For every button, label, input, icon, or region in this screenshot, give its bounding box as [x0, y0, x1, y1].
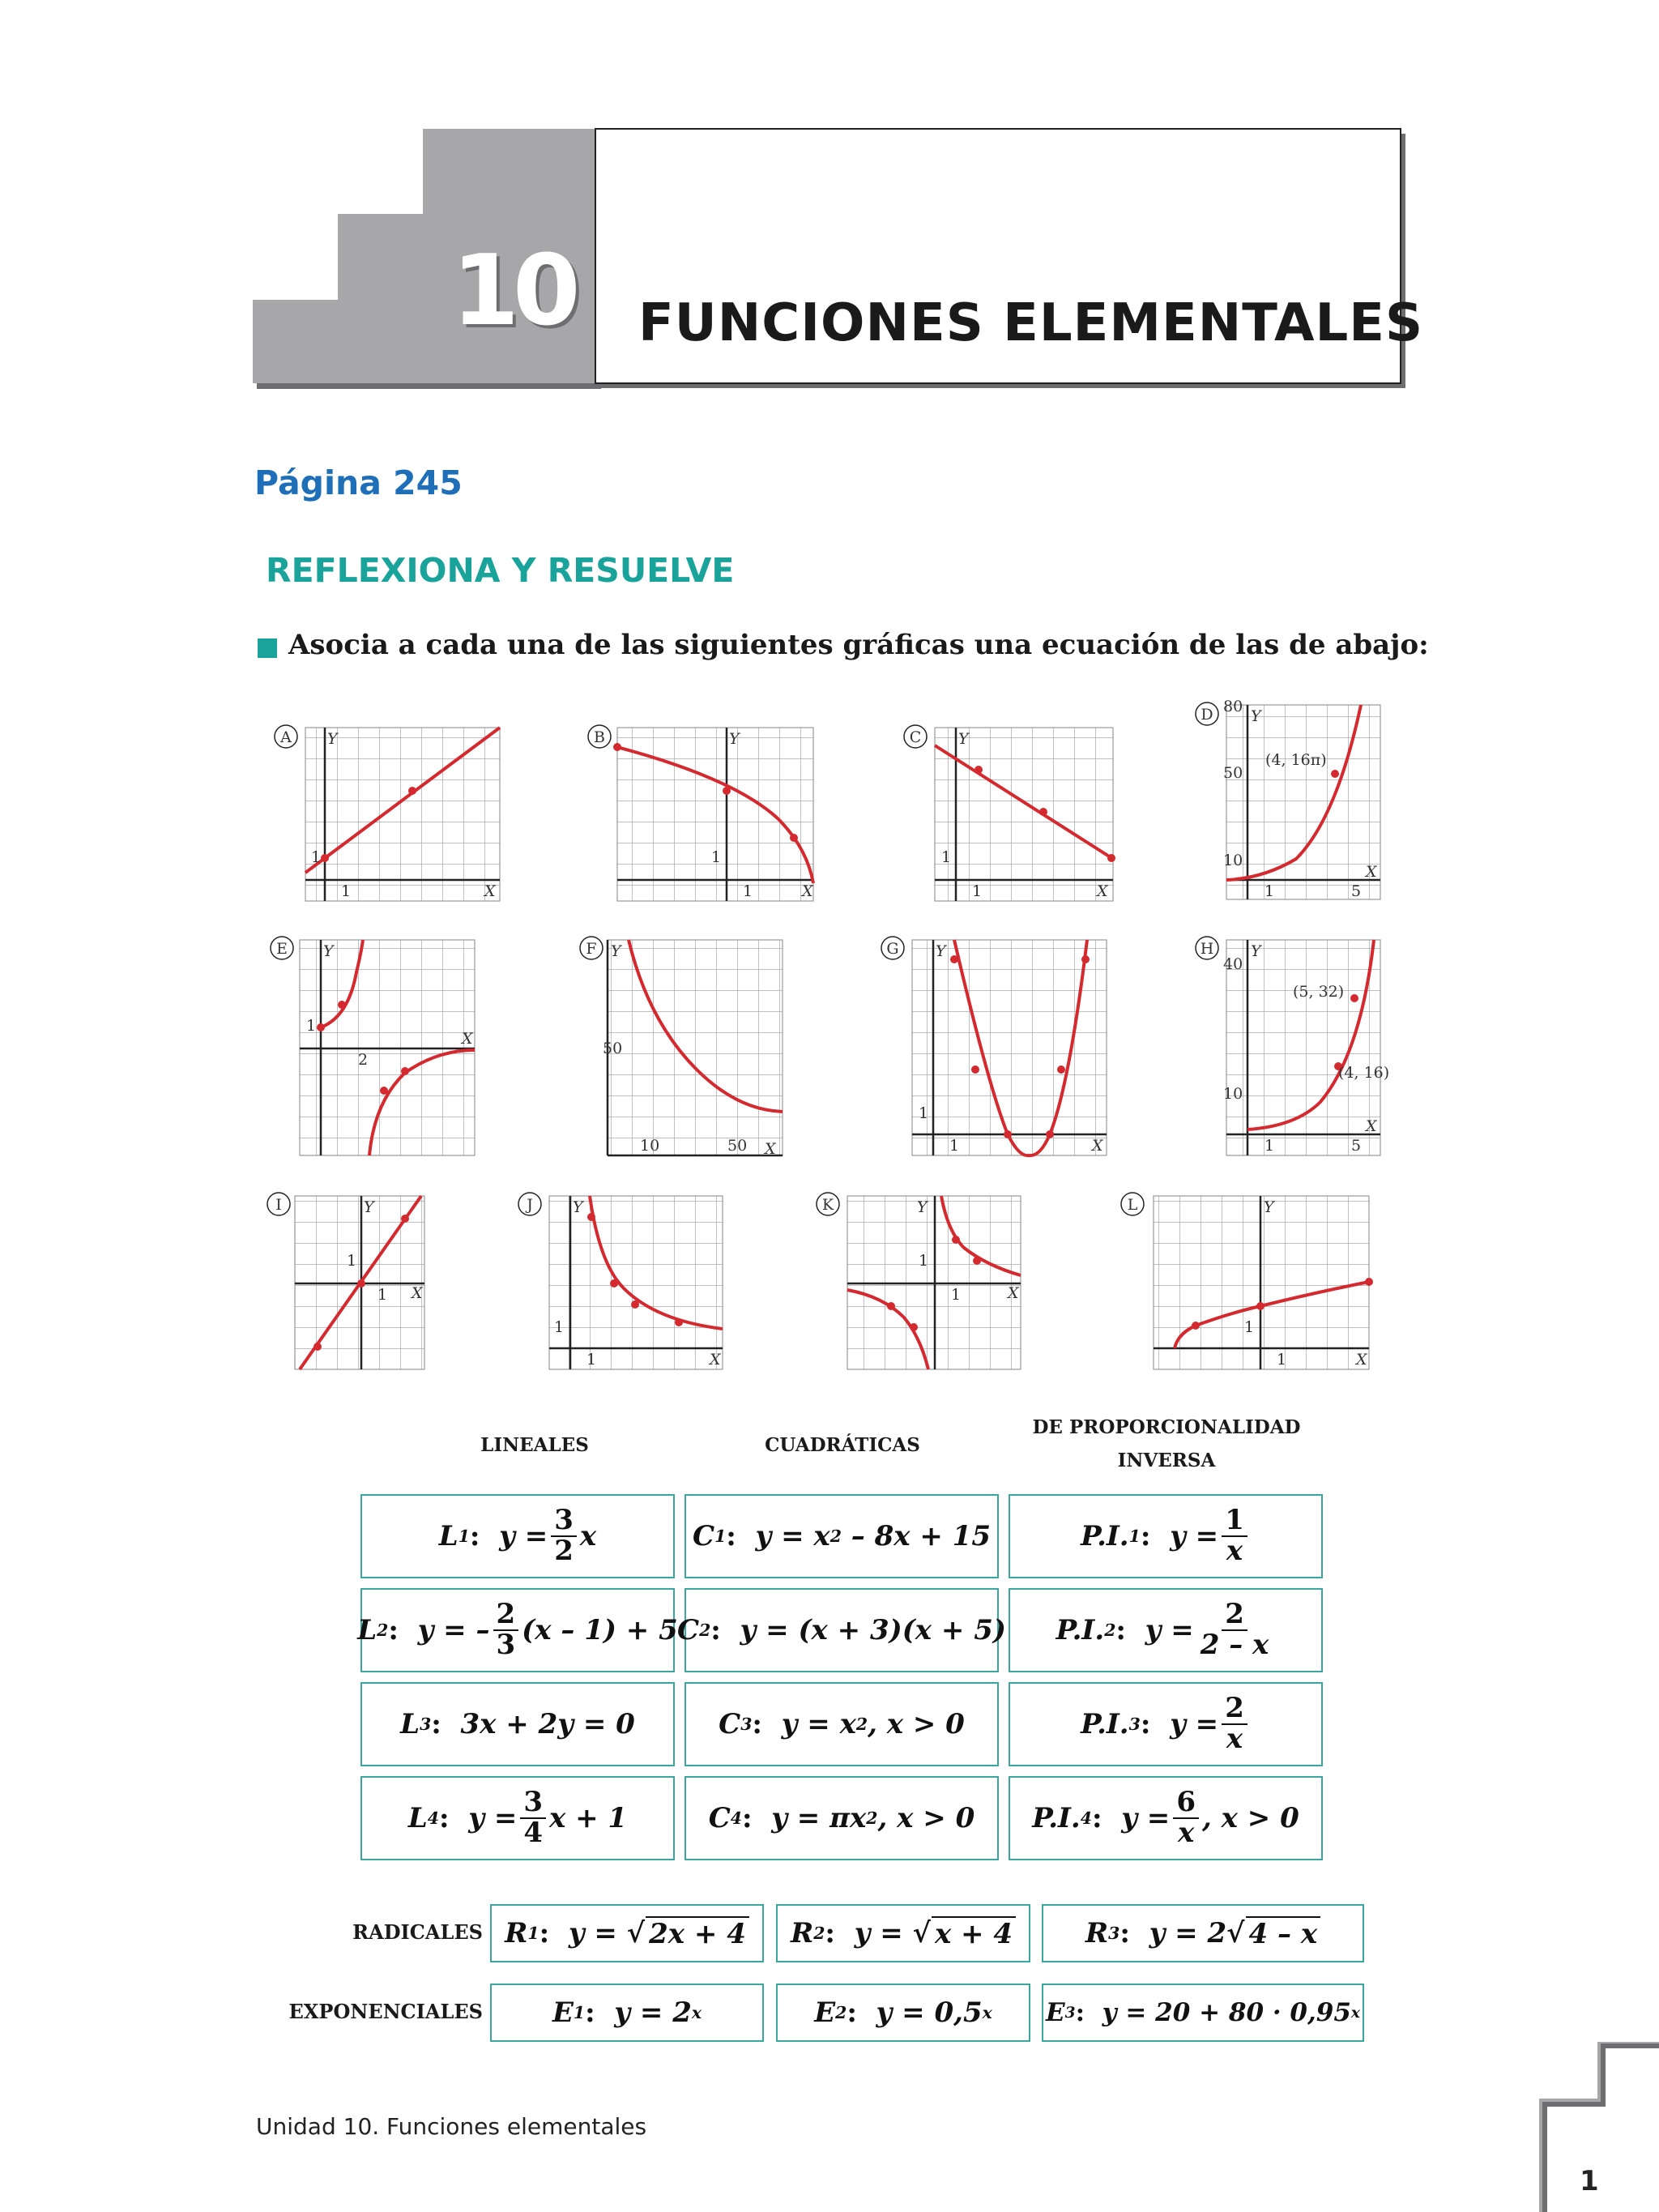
graph-h-y-label: Y — [1251, 942, 1261, 960]
graph-d — [1196, 698, 1380, 900]
graph-i-tick-y: 1 — [347, 1252, 357, 1270]
page-reference: Página 245 — [254, 463, 463, 502]
page-number: 1 — [1580, 2165, 1599, 2197]
graph-c-y-label: Y — [958, 730, 969, 748]
graph-b-tick-y: 1 — [711, 848, 722, 866]
instruction-text: Asocia a cada una de las siguientes gráficas una ecuación de las de abajo: — [288, 629, 1429, 661]
graph-e-tick-x: 2 — [358, 1051, 369, 1069]
header-proporcionalidad — [1013, 1416, 1320, 1471]
chapter-number: 10 — [451, 235, 574, 348]
graph-k-tick-x: 1 — [951, 1286, 962, 1304]
graph-d-tick-x5: 5 — [1351, 882, 1362, 900]
equation-e3: E 3 : y = 20 + 80 · 0,95 x — [1042, 1984, 1364, 2042]
graph-b-tick-x: 1 — [743, 882, 753, 900]
graph-b-letter: B — [594, 728, 605, 746]
graph-d-y-label: Y — [1251, 707, 1261, 725]
graph-k-x-label: X — [1008, 1284, 1019, 1302]
graph-d-tick-x1: 1 — [1265, 882, 1275, 900]
graph-e — [271, 937, 475, 1155]
graph-l-x-label: X — [1356, 1351, 1367, 1369]
graph-h-tick-10: 10 — [1223, 1085, 1243, 1103]
equation-pi3: P.I. 3 : y = $\frac{2}{x}$ — [1009, 1682, 1323, 1766]
graph-j-tick-x: 1 — [586, 1351, 597, 1369]
graph-j-y-label: Y — [573, 1198, 583, 1216]
graph-f — [580, 937, 783, 1158]
graph-i-y-label: Y — [364, 1198, 374, 1216]
graph-d-tick-10: 10 — [1223, 852, 1243, 869]
graph-e-letter: E — [276, 940, 288, 958]
graph-d-letter: D — [1201, 706, 1213, 724]
graph-l-letter: L — [1127, 1196, 1138, 1214]
chapter-title: FUNCIONES ELEMENTALES — [638, 293, 1424, 353]
graph-b-y-label: Y — [729, 730, 740, 748]
row-label-radicales: RADICALES — [352, 1920, 483, 1944]
graph-d-tick-80: 80 — [1223, 698, 1243, 715]
graph-a-tick-x: 1 — [341, 882, 352, 900]
graph-d-point-label: (4, 16π) — [1265, 751, 1327, 769]
graph-f-tick-y: 50 — [603, 1040, 623, 1057]
graph-d-x-label: X — [1366, 863, 1377, 881]
equation-r1: R 1 : y = √ 2x + 4 — [490, 1904, 764, 1962]
graph-h — [1196, 937, 1389, 1155]
graph-a-tick-y: 1 — [311, 848, 322, 866]
equation-l3: L 3 : 3x + 2y = 0 — [360, 1682, 675, 1766]
graph-e-y-label: Y — [323, 942, 334, 960]
graph-f-tick-10: 10 — [640, 1137, 660, 1155]
graph-l — [1121, 1193, 1373, 1369]
graph-f-x-label: X — [765, 1140, 776, 1158]
header-proporcionalidad-line2: INVERSA — [1117, 1450, 1216, 1471]
footer-unit: Unidad 10. Funciones elementales — [256, 2113, 647, 2140]
graph-c-tick-x: 1 — [972, 882, 983, 900]
graph-d-tick-50: 50 — [1223, 764, 1243, 782]
graph-k-tick-y: 1 — [919, 1252, 929, 1270]
graph-i — [267, 1193, 424, 1369]
equation-c4: C 4 : y = πx 2 , x > 0 — [684, 1776, 999, 1860]
graph-j-x-label: X — [710, 1351, 721, 1369]
graph-h-tick-x1: 1 — [1265, 1137, 1275, 1155]
equation-r3: R 3 : y = 2 √ 4 – x — [1042, 1904, 1364, 1962]
header-proporcionalidad-line1: DE PROPORCIONALIDAD — [1032, 1416, 1301, 1438]
graph-g-x-label: X — [1092, 1137, 1103, 1155]
graph-c-letter: C — [909, 728, 922, 746]
graph-j — [518, 1193, 723, 1369]
graph-k-y-label: Y — [917, 1198, 928, 1216]
graph-i-letter: I — [275, 1196, 282, 1214]
graph-i-x-label: X — [412, 1284, 423, 1302]
graph-a-letter: A — [280, 728, 292, 746]
graph-e-tick-y: 1 — [306, 1017, 317, 1035]
graph-e-x-label: X — [462, 1030, 473, 1048]
graph-f-y-label: Y — [611, 942, 621, 960]
graph-g-tick-x: 1 — [949, 1137, 960, 1155]
equation-e1: E 1 : y = 2 x — [490, 1984, 764, 2042]
equation-c2: C 2 : y = (x + 3)(x + 5) — [684, 1588, 999, 1672]
graph-g-tick-y: 1 — [919, 1104, 929, 1122]
graph-f-tick-50: 50 — [727, 1137, 748, 1155]
graph-h-letter: H — [1200, 940, 1214, 958]
graph-a — [275, 725, 500, 901]
header-cuadraticas: CUADRÁTICAS — [765, 1434, 920, 1456]
graph-c-tick-y: 1 — [941, 848, 952, 866]
equation-pi1: P.I. 1 : y = $\frac{1}{x}$ — [1009, 1494, 1323, 1578]
graph-c — [904, 725, 1115, 901]
graph-b — [588, 725, 814, 901]
graph-h-tick-x5: 5 — [1351, 1137, 1362, 1155]
graph-i-tick-x: 1 — [377, 1286, 388, 1304]
row-label-exponenciales: EXPONENCIALES — [288, 2000, 483, 2023]
graph-g-y-label: Y — [936, 942, 946, 960]
graph-h-point2-label: (4, 16) — [1338, 1064, 1390, 1082]
header-lineales: LINEALES — [480, 1434, 589, 1456]
graph-h-x-label: X — [1366, 1117, 1377, 1135]
equation-l4: L 4 : y = $\frac{3}{4}$ x + 1 — [360, 1776, 675, 1860]
graph-a-y-label: Y — [327, 730, 338, 748]
equation-l1: L 1 : y = $\frac{3}{2}$ x — [360, 1494, 675, 1578]
graph-f-letter: F — [586, 940, 597, 958]
equation-r2: R 2 : y = √ x + 4 — [776, 1904, 1030, 1962]
equation-pi4: P.I. 4 : y = $\frac{6}{x}$ , x > 0 — [1009, 1776, 1323, 1860]
graph-c-x-label: X — [1097, 882, 1108, 900]
graph-k-letter: K — [821, 1196, 834, 1214]
graph-g-letter: G — [886, 940, 899, 958]
graph-a-x-label: X — [484, 882, 496, 900]
graph-l-y-label: Y — [1264, 1198, 1274, 1216]
equation-l2: L 2 : y = – $\frac{2}{3}$ (x – 1) + 5 — [360, 1588, 675, 1672]
graph-j-letter: J — [527, 1196, 533, 1214]
graph-j-tick-y: 1 — [554, 1318, 565, 1336]
equation-c1: C 1 : y = x 2 – 8x + 15 — [684, 1494, 999, 1578]
graph-h-point1-label: (5, 32) — [1293, 983, 1345, 1001]
section-title: REFLEXIONA Y RESUELVE — [266, 551, 735, 590]
graph-k — [817, 1193, 1021, 1369]
graph-l-tick-x: 1 — [1277, 1351, 1287, 1369]
graph-h-tick-40: 40 — [1223, 955, 1243, 973]
equation-c3: C 3 : y = x 2 , x > 0 — [684, 1682, 999, 1766]
graph-g — [881, 937, 1107, 1155]
equation-pi2: P.I. 2 : y = $\frac{2}{2 - x}$ — [1009, 1588, 1323, 1672]
graph-b-x-label: X — [802, 882, 813, 900]
graph-l-tick-y: 1 — [1244, 1318, 1255, 1336]
equation-e2: E 2 : y = 0,5 x — [776, 1984, 1030, 2042]
